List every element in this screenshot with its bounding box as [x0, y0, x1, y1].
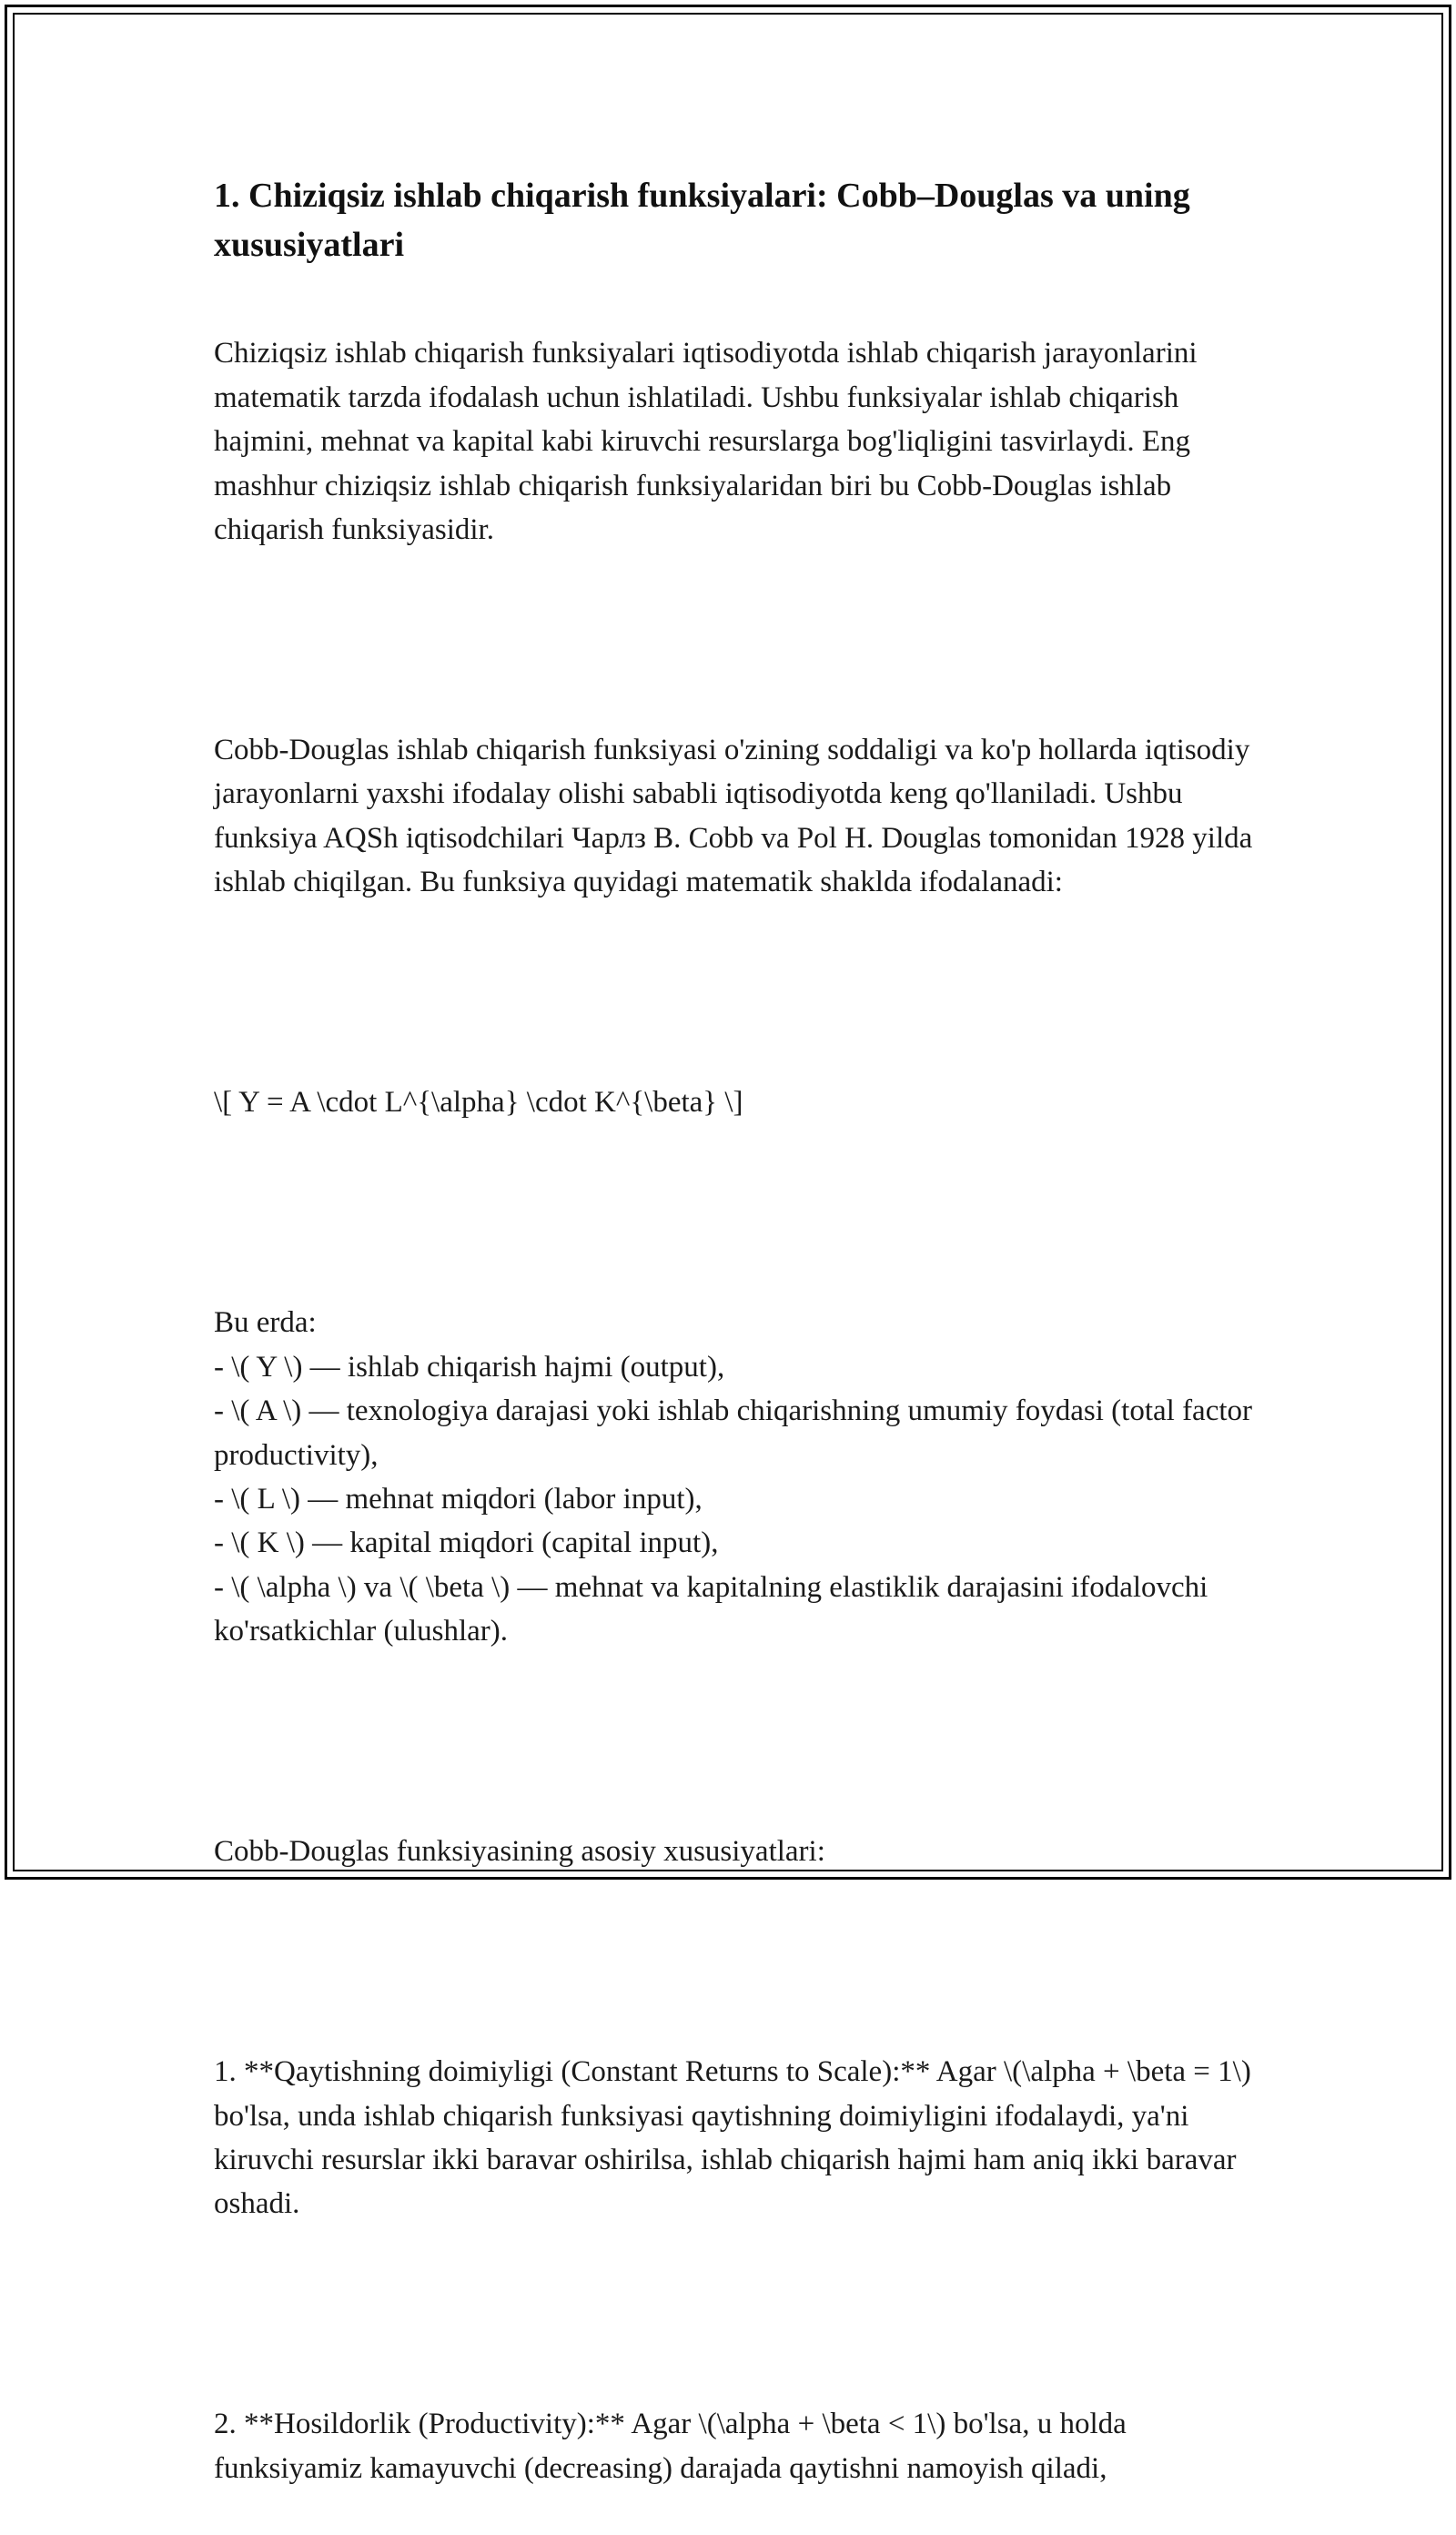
properties-intro: Cobb-Douglas funksiyasining asosiy xususiyatlari:: [214, 1835, 825, 1869]
property-item-2: 2. **Hosildorlik (Productivity):** Agar \(\alpha + \beta < 1\) bo'lsa, u holda funksiyamiz kamayuvchi (decreasing) darajada qaytishni namoyish qiladi,: [214, 2408, 1127, 2485]
variable-definitions: Bu erda: - \( Y \) — ishlab chiqarish hajmi (output), - \( A \) — texnologiya darajasi yoki ishlab chiqarishning umumiy foydasi (total factor productivity), - \( L \) — mehnat miqdori (labor input), - \( K \) — kapital miqdori (capital input), - \( \alpha \) va \( \beta \) — mehnat va kapitalning elastiklik darajasini ifodalovchi ko'rsatkichlar (ulushlar).: [214, 1306, 1253, 1648]
document-page: [214, 171, 1260, 2535]
formula-line: \[ Y = A \cdot L^{\alpha} \cdot K^{\beta} \]: [214, 1086, 743, 1120]
paragraph-spacer: [214, 1169, 1260, 1212]
property-item-1: 1. **Qaytishning doimiyligi (Constant Returns to Scale):** Agar \(\alpha + \beta = 1\) bo'lsa, unda ishlab chiqarish funksiyasi qaytishning doimiyligini ifodalaydi, ya'ni kiruvchi resurslar ikki baravar oshirilsa, ishlab chiqarish hajmi ham aniq ikki baravar oshadi.: [214, 2055, 1251, 2221]
section-heading: 1. Chiziqsiz ishlab chiqarish funksiyalari: Cobb–Douglas va uning xususiyatlari: [214, 177, 1190, 264]
paragraph-spacer: [214, 1918, 1260, 1962]
paragraph-spacer: [214, 2270, 1260, 2314]
paragraph-spacer: [214, 948, 1260, 992]
paragraph-intro: Chiziqsiz ishlab chiqarish funksiyalari iqtisodiyotda ishlab chiqarish jarayonlarini matematik tarzda ifodalash uchun ishlatiladi. Ushbu funksiyalar ishlab chiqarish hajmini, mehnat va kapital kabi kiruvchi resurslarga bog'liqligini tasvirlaydi. Eng mashhur chiziqsiz ishlab chiqarish funksiyalaridan biri bu Cobb-Douglas ishlab chiqarish funksiyasidir.: [214, 337, 1198, 547]
paragraph-spacer: [214, 596, 1260, 640]
document-body: [214, 288, 1260, 2535]
paragraph-history: Cobb-Douglas ishlab chiqarish funksiyasi o'zining soddaligi va ko'p hollarda iqtisodiy jarayonlarni yaxshi ifodalay olishi sababli iqtisodiyotda keng qo'llaniladi. Ushbu funksiya AQSh iqtisodchilari Чарлз B. Cobb va Pol H. Douglas tomonidan 1928 yilda ishlab chiqilgan. Bu funksiya quyidagi matematik shaklda ifodalanadi:: [214, 734, 1253, 899]
paragraph-spacer: [214, 1698, 1260, 1741]
